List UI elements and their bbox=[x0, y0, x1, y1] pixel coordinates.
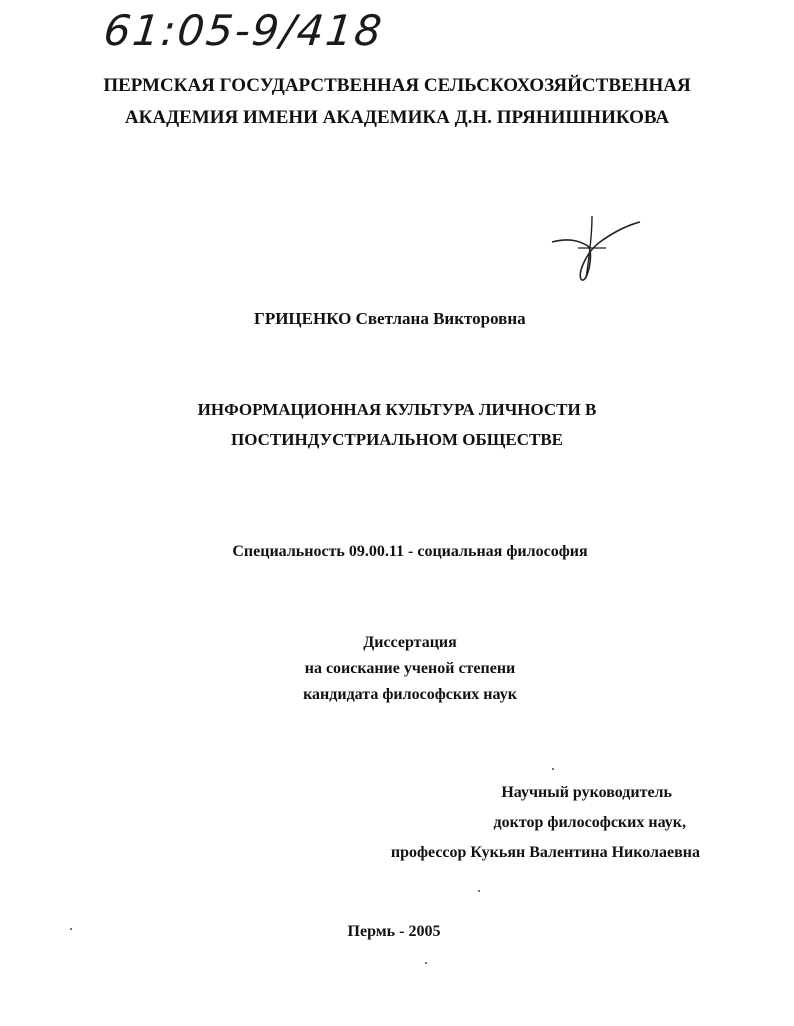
author-name: ГРИЦЕНКО Светлана Викторовна bbox=[254, 309, 526, 328]
dissertation-title bbox=[0, 395, 794, 455]
supervisor-line-2: доктор философских наук, bbox=[493, 814, 686, 831]
signature-icon bbox=[548, 212, 648, 292]
handwritten-catalog-number: 61:05-9/418 bbox=[101, 6, 386, 55]
supervisor-block bbox=[340, 778, 700, 868]
city-year: Пермь - 2005 bbox=[347, 923, 441, 940]
scan-speck bbox=[478, 890, 480, 892]
title-line-2: ПОСТИНДУСТРИАЛЬНОМ ОБЩЕСТВЕ bbox=[230, 430, 563, 449]
degree-line-2: на соискание ученой степени bbox=[304, 660, 516, 677]
supervisor-line-1: Научный руководитель bbox=[501, 784, 672, 801]
degree-line-1: Диссертация bbox=[363, 634, 457, 651]
institution-line-1: ПЕРМСКАЯ ГОСУДАРСТВЕННАЯ СЕЛЬСКОХОЗЯЙСТВЕННАЯ bbox=[103, 75, 691, 96]
title-line-1: ИНФОРМАЦИОННАЯ КУЛЬТУРА ЛИЧНОСТИ В bbox=[197, 400, 597, 419]
degree-statement bbox=[0, 630, 794, 708]
scan-speck bbox=[425, 962, 427, 964]
institution-line-2: АКАДЕМИЯ ИМЕНИ АКАДЕМИКА Д.Н. ПРЯНИШНИКОВА bbox=[124, 107, 670, 128]
scan-speck bbox=[552, 768, 554, 770]
institution-name bbox=[0, 70, 794, 134]
degree-line-3: кандидата философских наук bbox=[303, 686, 517, 703]
supervisor-line-3: профессор Кукьян Валентина Николаевна bbox=[390, 844, 700, 861]
scan-speck bbox=[70, 928, 72, 930]
specialty-line: Специальность 09.00.11 - социальная философия bbox=[232, 543, 588, 560]
